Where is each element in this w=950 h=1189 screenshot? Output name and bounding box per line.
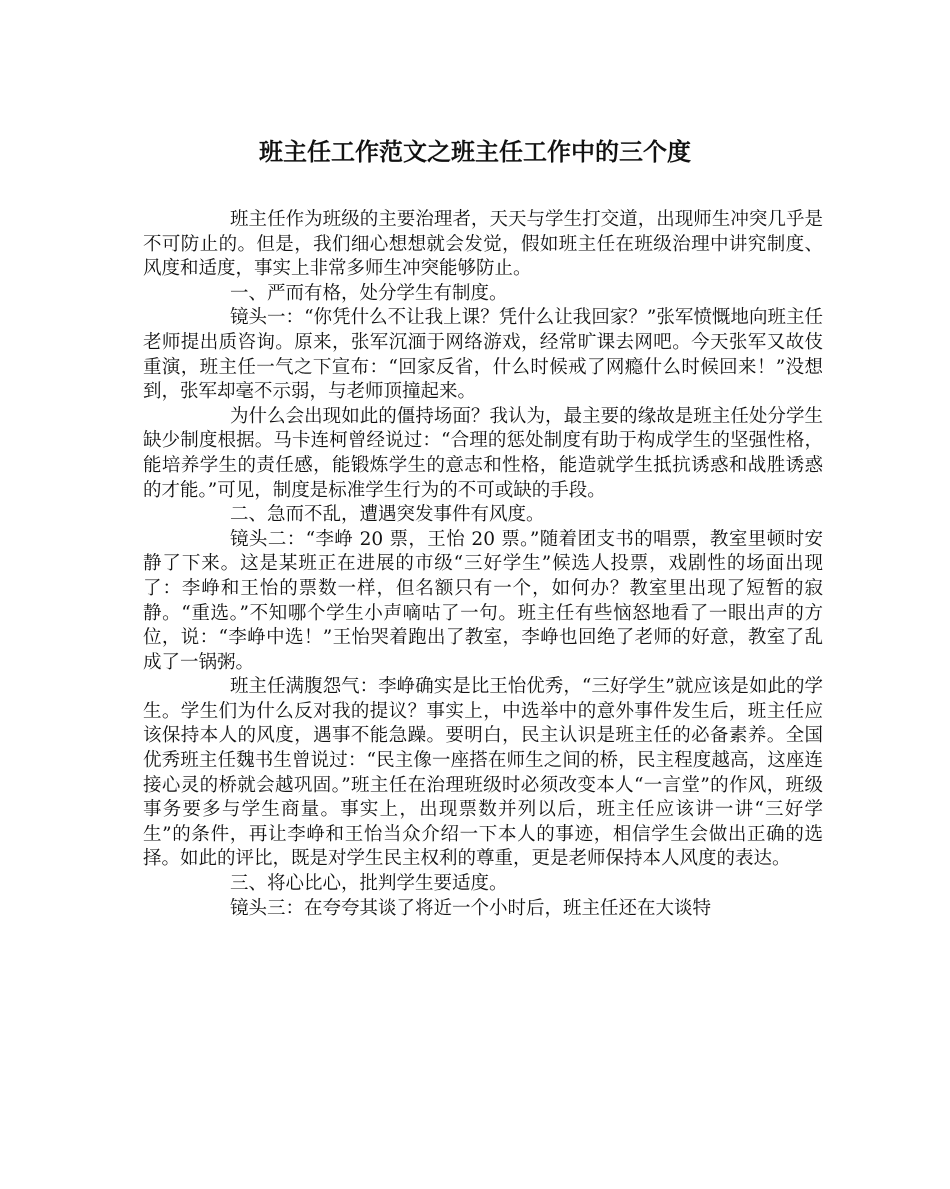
paragraph-scene-2: 镜头二：“李峥 20 票，王怡 20 票。”随着团支书的唱票，教室里顿时安静了下来。这是某班正在进展的市级“三好学生”候选人投票，戏剧性的场面出现了：李峥和王怡的票数一样，但名额只有一个，如何办？教室里出现了短暂的寂静。“重选。”不知哪个学生小声嘀咕了一句。班主任有些恼怒地看了一眼出声的方位，说：“李峥中选！”王怡哭着跑出了教室，李峥也回绝了老师的好意，教室了乱成了一锅粥。: [143, 528, 823, 673]
section-heading-2: 二、急而不乱，遭遇突发事件有风度。: [230, 504, 545, 526]
paragraph-analysis-2: 班主任满腹怨气：李峥确实是比王怡优秀，“三好学生”就应该是如此的学生。学生们为什么反对我的提议？事实上，中选举中的意外事件发生后，班主任应该保持本人的风度，遇事不能急躁。要明白，民主认识是班主任的必备素养。全国优秀班主任魏书生曾说过：“民主像一座搭在师生之间的桥，民主程度越高，这座连接心灵的桥就会越巩固。”班主任在治理班级时必须改变本人“一言堂”的作风，班级事务要多与学生商量。事实上，出现票数并列以后，班主任应该讲一讲“三好学生”的条件，再让李峥和王怡当众介绍一下本人的事迹，相信学生会做出正确的选择。如此的评比，既是对学生民主权利的尊重，更是老师保持本人风度的表达。: [143, 676, 823, 870]
paragraph-intro: 班主任作为班级的主要治理者，天天与学生打交道，出现师生冲突几乎是不可防止的。但是，我们细心想想就会发觉，假如班主任在班级治理中讲究制度、风度和适度，事实上非常多师生冲突能够防止。: [143, 209, 823, 280]
paragraph-analysis-1: 为什么会出现如此的僵持场面？我认为，最主要的缘故是班主任处分学生缺少制度根据。马卡连柯曾经说过：“合理的惩处制度有助于构成学生的坚强性格，能培养学生的责任感，能锻炼学生的意志和性格，能造就学生抵抗诱惑和战胜诱惑的才能。”可见，制度是标准学生行为的不可或缺的手段。: [143, 405, 823, 501]
section-heading-3: 三、将心比心，批判学生要适度。: [230, 873, 508, 895]
document-body: [143, 208, 823, 921]
paragraph-scene-1: 镜头一：“你凭什么不让我上课？凭什么让我回家？”张军愤慨地向班主任老师提出质咨询。原来，张军沉湎于网络游戏，经常旷课去网吧。今天张军又故伎重演，班主任一气之下宣布：“回家反省，什么时候戒了网瘾什么时候回来！”没想到，张军却毫不示弱，与老师顶撞起来。: [143, 307, 823, 403]
document-title: 班主任工作范文之班主任工作中的三个度: [259, 137, 691, 166]
paragraph-scene-3: 镜头三：在夸夸其谈了将近一个小时后，班主任还在大谈特: [230, 897, 712, 919]
section-heading-1: 一、严而有格，处分学生有制度。: [230, 282, 508, 304]
